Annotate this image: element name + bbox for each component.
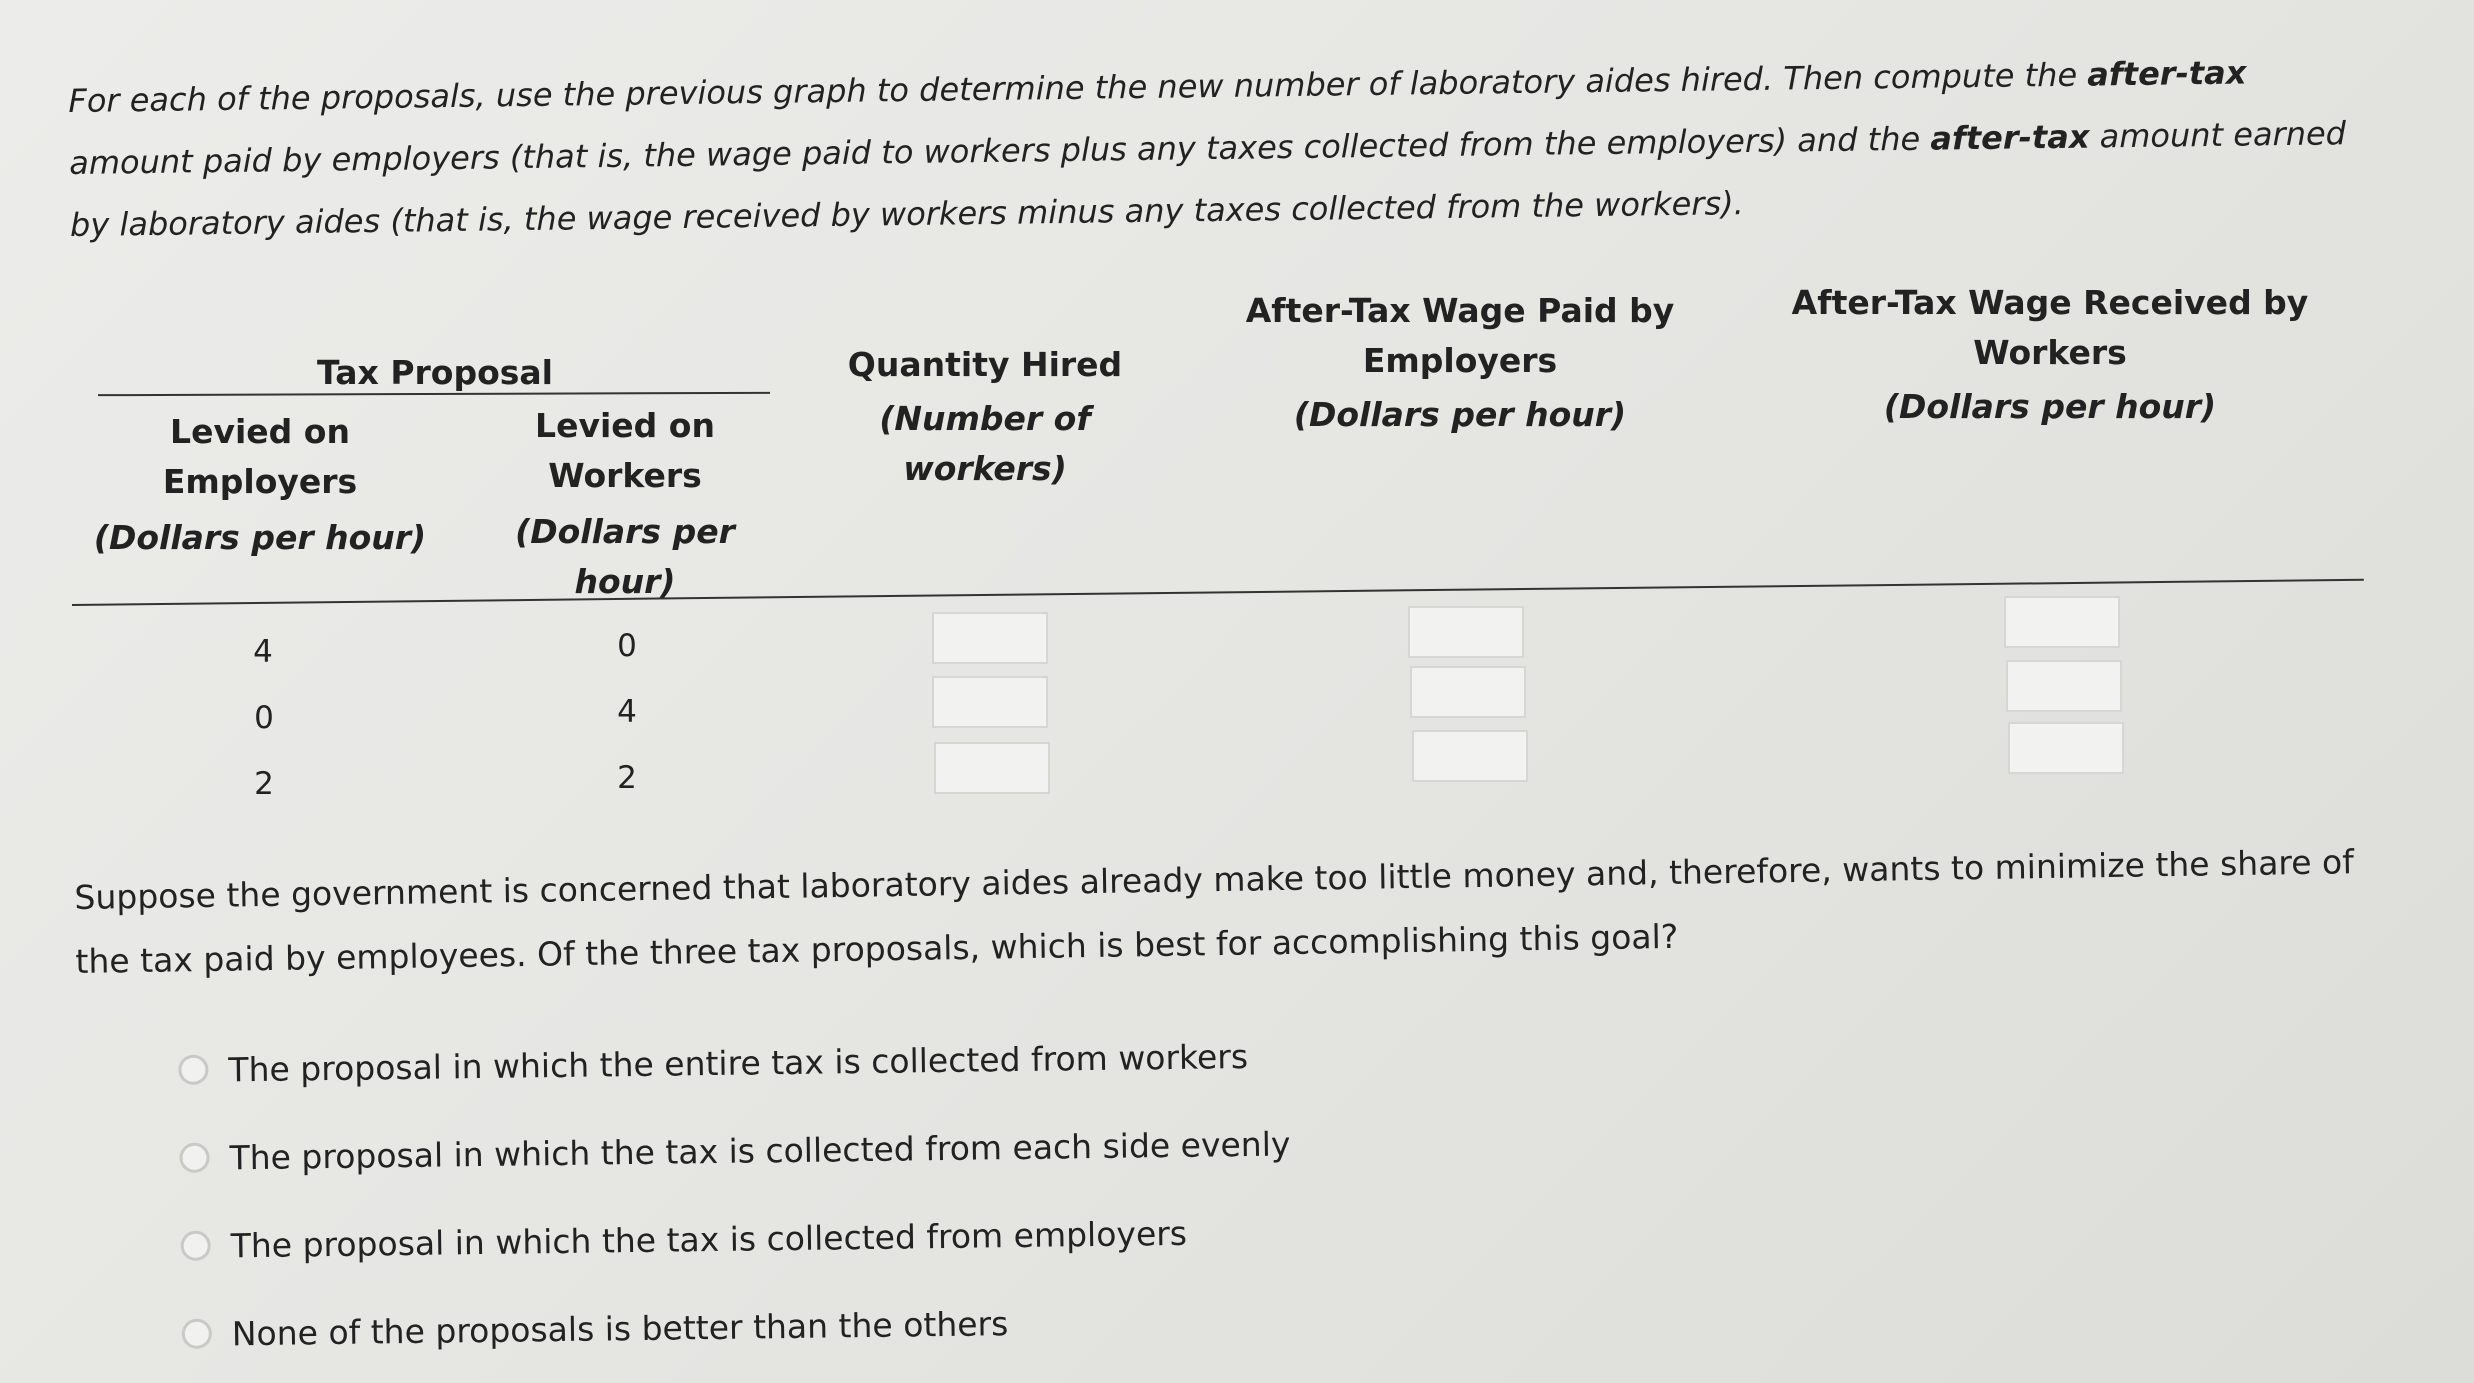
header-paid-unit: (Dollars per hour) (1293, 395, 1627, 434)
instructions-text-2: amount paid by employers (that is, the wage paid to workers plus any taxes collected from the employers) and the (68, 119, 1931, 182)
header-quantity-line1: Quantity Hired (847, 345, 1123, 384)
row2-employers-value: 0 (254, 700, 274, 736)
row1-employers-value: 4 (253, 634, 273, 670)
row2-paid-input[interactable] (1410, 666, 1526, 718)
option-none-label: None of the proposals is better than the others (231, 1303, 1009, 1353)
header-received-line2: Workers (1973, 333, 2127, 372)
option-none-radio[interactable] (182, 1319, 212, 1349)
instructions-bold-after-tax-2: after-tax (1930, 117, 2090, 158)
row3-quantity-input[interactable] (934, 742, 1050, 794)
option-employers-label: The proposal in which the tax is collected from employers (230, 1213, 1188, 1265)
header-employers-line2: Employers (162, 462, 358, 501)
row3-paid-input[interactable] (1412, 730, 1528, 782)
option-evenly-radio[interactable] (179, 1143, 209, 1173)
option-employers[interactable] (180, 1201, 1292, 1276)
header-received-unit: (Dollars per hour) (1883, 387, 2217, 426)
option-workers[interactable] (178, 1025, 1290, 1100)
header-quantity-unit-1: (Number of (879, 399, 1091, 438)
instructions-bold-after-tax-1: after-tax (2087, 53, 2247, 94)
row2-quantity-input[interactable] (932, 676, 1048, 728)
row1-quantity-input[interactable] (932, 612, 1048, 664)
instructions-text-1: For each of the proposals, use the previous graph to determine the new number of laboratory aides hired. Then compute the (68, 55, 2088, 120)
header-workers-line1: Levied on (535, 406, 715, 445)
question-text: Suppose the government is concerned that laboratory aides already make too little money and, therefore, wants to minimize the share of the tax paid by employees. Of the three tax proposals, which is best for accomplishing this goal? (74, 842, 2355, 981)
header-paid-line2: Employers (1362, 341, 1558, 380)
header-workers-unit-2: hour) (574, 562, 676, 601)
header-levied-on-workers (480, 401, 770, 607)
row2-received-input[interactable] (2006, 660, 2122, 712)
header-workers-unit-1: (Dollars per (515, 512, 735, 551)
row3-workers-value: 2 (617, 760, 637, 796)
header-quantity-unit-2: workers) (903, 449, 1067, 488)
row2-workers-value: 4 (617, 694, 637, 730)
header-workers-line2: Workers (548, 456, 702, 495)
header-employers-line1: Levied on (170, 412, 350, 451)
answer-options (178, 1025, 1293, 1364)
tax-proposal-group-header: Tax Proposal (317, 353, 553, 392)
option-none[interactable] (181, 1289, 1293, 1364)
row3-received-input[interactable] (2008, 722, 2124, 774)
header-employers-unit: (Dollars per hour) (93, 518, 427, 557)
option-evenly-label: The proposal in which the tax is collected from each side evenly (229, 1123, 1291, 1177)
header-after-tax-wage-received (1790, 278, 2310, 432)
header-levied-on-employers (90, 407, 430, 563)
header-paid-line1: After-Tax Wage Paid by (1245, 291, 1675, 330)
row3-employers-value: 2 (254, 766, 274, 802)
option-employers-radio[interactable] (181, 1231, 211, 1261)
instructions-paragraph (68, 40, 2360, 256)
header-after-tax-wage-paid (1220, 286, 1700, 440)
row1-workers-value: 0 (617, 628, 637, 664)
header-quantity-hired (820, 340, 1150, 494)
header-received-line1: After-Tax Wage Received by (1791, 283, 2309, 322)
instructions-text-3: amount earned by laboratory aides (that is, the wage received by workers minus any taxes collected from the workers). (69, 114, 2347, 244)
row1-paid-input[interactable] (1408, 606, 1524, 658)
row1-received-input[interactable] (2004, 596, 2120, 648)
option-evenly[interactable] (179, 1113, 1291, 1188)
option-workers-radio[interactable] (178, 1055, 208, 1085)
option-workers-label: The proposal in which the entire tax is collected from workers (228, 1036, 1249, 1089)
